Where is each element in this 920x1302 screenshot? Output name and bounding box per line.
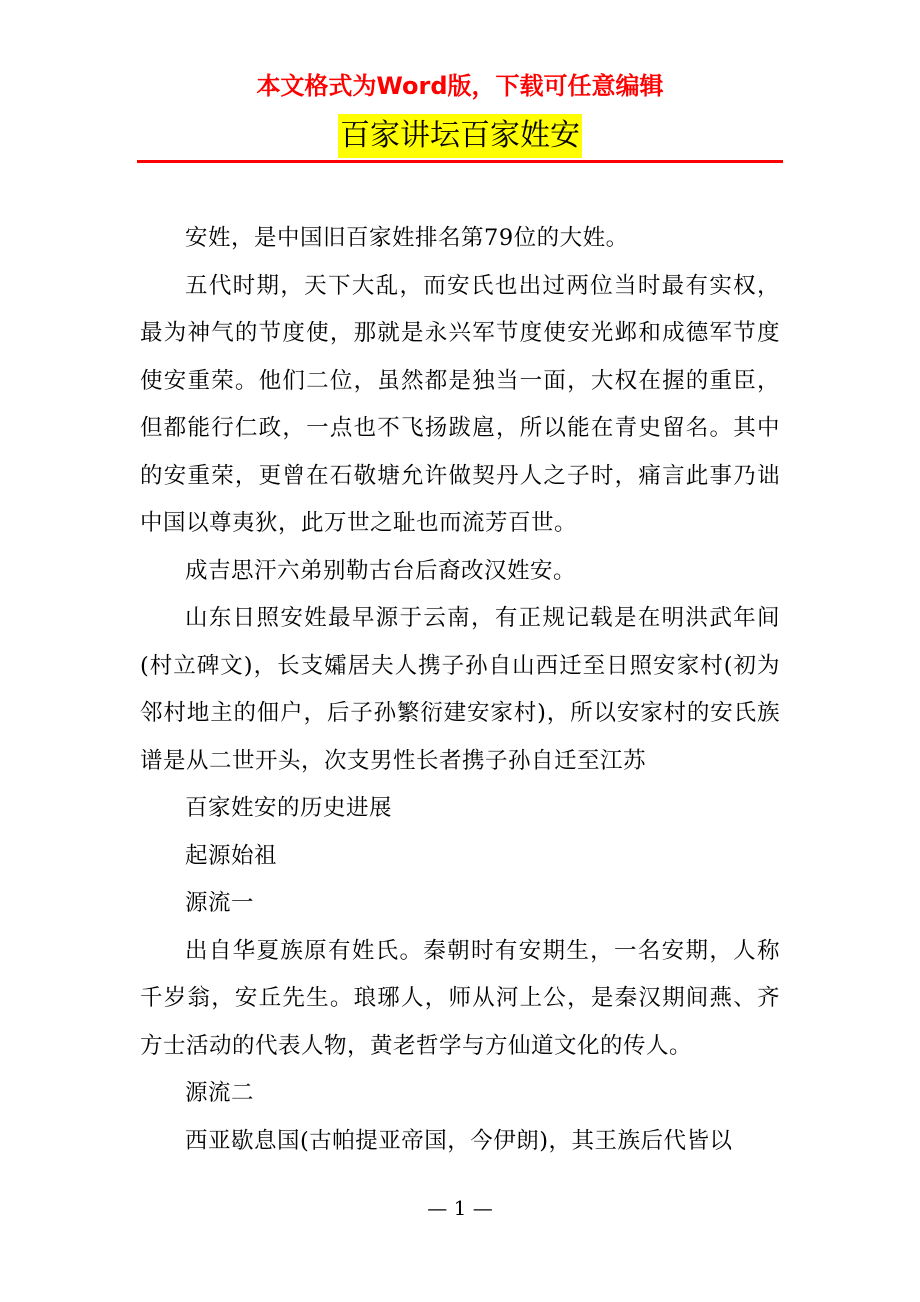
subsection-heading: 源流一 xyxy=(185,890,255,916)
title-container xyxy=(0,114,920,158)
title-divider xyxy=(137,160,783,163)
paragraph: 成吉思汗六弟别勒古台后裔改汉姓安。 xyxy=(185,557,577,584)
page-number: — 1 — xyxy=(427,1196,493,1220)
section-heading: 起源始祖 xyxy=(185,842,278,869)
paragraph: 山东日照安姓最早源于云南，有正规记载是在明洪武年间(村立碑文)，长支孀居夫人携子孙自山西迁至日照安家村(初为邻村地主的佃户，后子孙繁衍建安家村)，所以安家村的安氏族谱是从二世开头，次支男性长者携子孙自迁至江苏 xyxy=(140,605,780,774)
document-body xyxy=(140,215,780,1165)
document-title: 百家讲坛百家姓安 xyxy=(338,114,582,158)
paragraph: 五代时期，天下大乱，而安氏也出过两位当时最有实权，最为神气的节度使，那就是永兴军节度使安光邺和成德军节度使安重荣。他们二位，虽然都是独当一面，大权在握的重臣，但都能行仁政，一点也不飞扬跋扈，所以能在青史留名。其中的安重荣，更曾在石敬塘允许做契丹人之子时，痛言此事乃诎中国以尊夷狄，此万世之耻也而流芳百世。 xyxy=(140,272,780,536)
word-format-banner: 本文格式为Word版，下载可任意编辑 xyxy=(256,72,664,100)
section-heading: 百家姓安的历史进展 xyxy=(185,795,393,821)
paragraph: 西亚歇息国(古帕提亚帝国，今伊朗)，其王族后代皆以 xyxy=(185,1127,733,1154)
paragraph: 安姓，是中国旧百家姓排名第79位的大姓。 xyxy=(185,225,629,251)
paragraph: 出自华夏族原有姓氏。秦朝时有安期生，一名安期，人称千岁翁，安丘先生。琅琊人，师从河上公，是秦汉期间燕、齐方士活动的代表人物，黄老哲学与方仙道文化的传人。 xyxy=(140,937,780,1059)
subsection-heading: 源流二 xyxy=(185,1080,255,1106)
